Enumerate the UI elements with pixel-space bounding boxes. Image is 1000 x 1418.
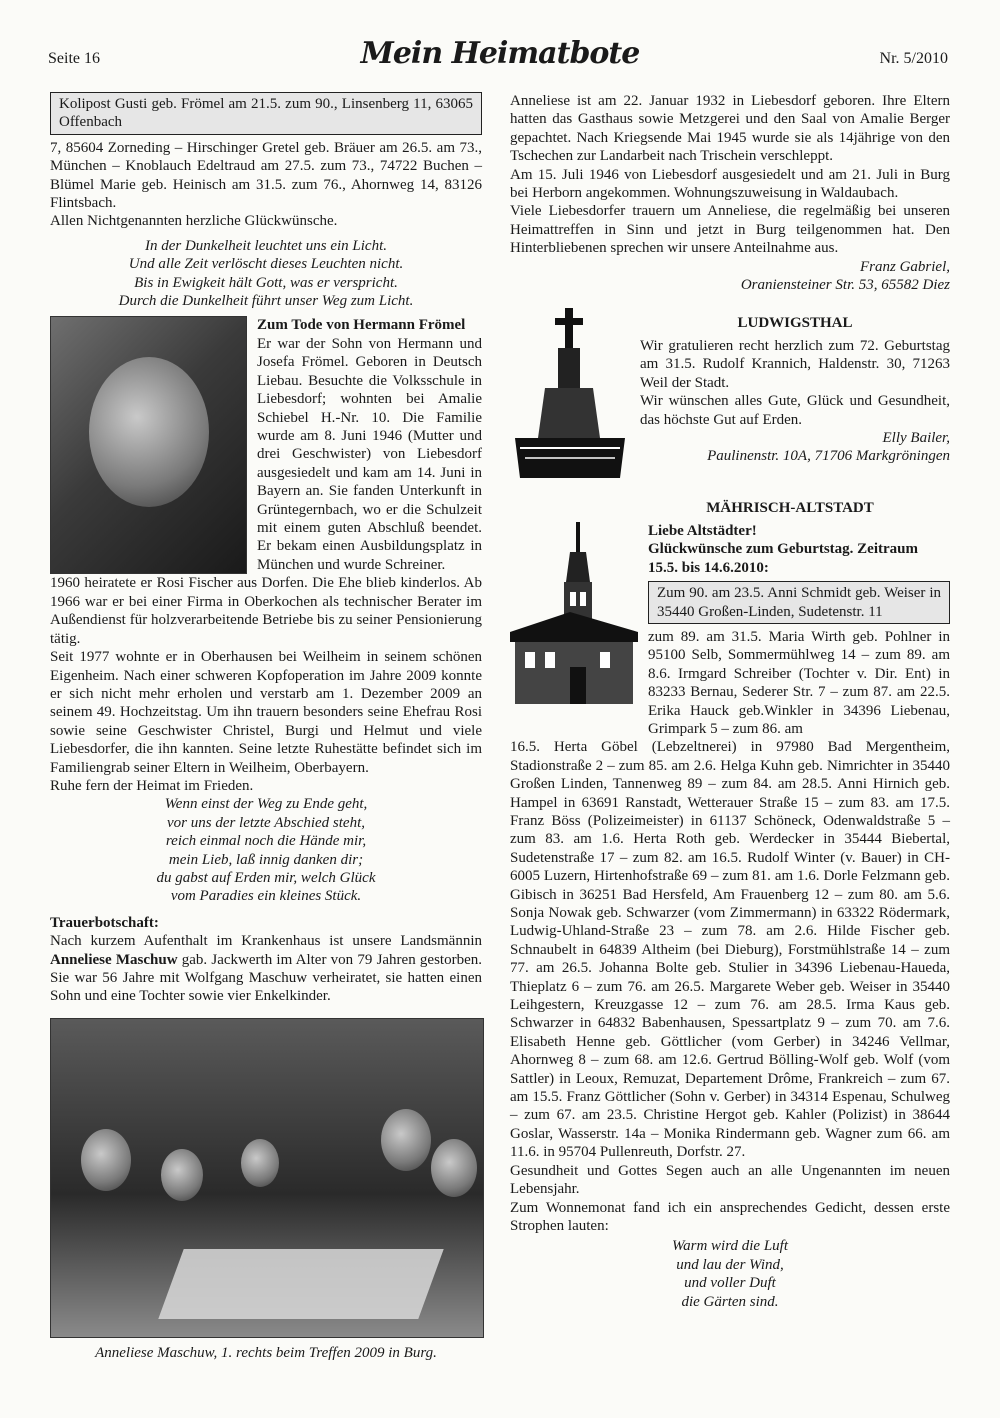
poem-line: vor uns der letzte Abschied steht, — [166, 814, 366, 831]
poem-may — [510, 1237, 950, 1311]
deceased-name: Anneliese Maschuw — [50, 951, 178, 968]
poem-farewell — [50, 795, 482, 905]
ludwigsthal-section — [510, 308, 950, 483]
obituary-block — [50, 316, 482, 574]
signature-address: Paulinenstr. 10A, 71706 Markgröningen — [707, 448, 950, 465]
birthday-list: 7, 85604 Zorneding – Hirschinger Gretel geb. Bräuer am 26.5. am 73., München – Knoblauch Edeltraud am 27.5. zum 73., 74722 Buchen – Blümel Marie geb. Heinisch am 31.5. zum 76., Ahornweg 14, 83126 Flintsbach. — [50, 139, 482, 212]
poem-line: und lau der Wind, — [676, 1256, 784, 1273]
poem-line: Warm wird die Luft — [672, 1238, 788, 1255]
obituary-text: Er war der Sohn von Hermann und Josefa Frömel. Geboren in Deutsch Liebau. Besuchte die Volksschule in Liebesdorf; wohnten bei Amalie Schiebel H.-Nr. 10. Die Familie wurde am 8. Juni 1946 (Mutter und drei Geschwister) von Liebesdorf ausgesiedelt und kam am 14. Juni in Bayern an. Sie fanden Unterkunft in Grüntegernbach, wo er die Schulzeit mit einem guten Abschluß beendet. Er bekam einen Ausbildungsplatz in München und wurde Schreiner. — [257, 335, 482, 573]
article-text: Am 15. Juli 1946 von Liebesdorf ausgesiedelt und am 21. Juli in Burg bei Herborn angekommen. Wohnungszuweisung in Waldaubach. — [510, 166, 950, 202]
poem-line: vom Paradies ein kleines Stück. — [170, 888, 362, 905]
highlight-box: Zum 90. am 23.5. Anni Schmidt geb. Weiser in 35440 Großen-Linden, Sudetenstr. 11 — [648, 581, 950, 624]
article-text: Anneliese ist am 22. Januar 1932 in Liebesdorf geboren. Ihre Eltern hatten das Gasthaus sowie Metzgerei und den Saal von Amalie Berger gepachtet. Nach Kriegsende Mai 1945 wurde sie als 14jährige von den Tschechen zur Landarbeit nach Trischein verschleppt. — [510, 93, 950, 165]
poem-line: Durch die Dunkelheit führt unser Weg zum Licht. — [118, 293, 414, 310]
signature-name: Franz Gabriel, — [860, 258, 950, 275]
portrait-photo — [50, 316, 247, 574]
greeting-heading: Liebe Altstädter! — [648, 522, 757, 539]
poem-line: reich einmal noch die Hände mir, — [165, 833, 367, 850]
masthead-logo: Mein Heimatbote — [360, 36, 640, 71]
photo-caption: Anneliese Maschuw, 1. rechts beim Treffen 2009 in Burg. — [95, 1344, 437, 1361]
article-text: Viele Liebesdorfer trauern um Anneliese, die regelmäßig bei unseren Heimattreffen in Sinn und jetzt in Burg teilgenommen hat. Den Hinterbliebenen sprechen wir unsere Anteilnahme aus. — [510, 203, 950, 257]
article-text: Wir wünschen alles Gute, Glück und Gesundheit, das höchste Gut auf Erden. — [640, 393, 950, 428]
poem-line: Bis in Ewigkeit hält Gott, was er verspricht. — [134, 274, 398, 291]
poem-line: mein Lieb, laß innig danken dir; — [168, 851, 364, 868]
signature-address: Oraniensteiner Str. 53, 65582 Diez — [740, 277, 950, 294]
subheading: Glückwünsche zum Geburtstag. Zeitraum 15.5. bis 14.6.2010: — [648, 541, 918, 576]
obituary-text: 1960 heiratete er Rosi Fischer aus Dorfen. Die Ehe blieb kinderlos. Ab 1966 war er bei einer Firma in Oberkochen als technischer Berater im Außendienst für holzverarbeitende Betriebe bis zu seiner Pensionierung tätig. — [50, 575, 482, 647]
birthday-list: zum 89. am 31.5. Maria Wirth geb. Pohlner in 95100 Selb, Sommermühlweg 14 – zum 89. am 8.6. Irmgard Schreiber (Tochter v. Dir. Ent) in 83233 Bernau, Sederer Str. 7 – zum 87. am 22.5. Erika Hauck geb.Winkler in 34396 Liebenau, Grimpark 5 – zum 86. am — [648, 628, 950, 737]
highlight-box: Kolipost Gusti geb. Frömel am 21.5. zum 90., Linsenberg 11, 63065 Offenbach — [50, 92, 482, 135]
section-heading: MÄHRISCH-ALTSTADT — [706, 500, 874, 517]
group-photo — [50, 1018, 484, 1338]
issue-number: Nr. 5/2010 — [879, 50, 948, 67]
mourning-text: Nach kurzem Aufenthalt im Krankenhaus ist unsere Landsmännin Anneliese Maschuw gab. Jackwerth im Alter von 79 Jahren gestorben. Sie war 56 Jahre mit Wolfgang Maschuw verheiratet, sie hatten einen Sohn und eine Tochter sowie vier Enkelkinder. — [50, 933, 482, 1005]
obituary-title: Zum Tode von Hermann Frömel — [257, 317, 466, 334]
signature-name: Elly Bailer, — [882, 429, 950, 446]
poem-line: du gabst auf Erden mir, welch Glück — [156, 869, 376, 886]
page-number: Seite 16 — [48, 50, 100, 67]
obituary-text: Seit 1977 wohnte er in Oberhausen bei Weilheim in seinem schönen Eigenheim. Nach einer schweren Kopfoperation im Jahre 2009 konnte er sich nicht mehr erholen und verstarb am 1. Dezember 2009 an seinem 49. Hochzeitstag. Um ihn trauern besonders seine Ehefrau Rosi sowie seine Geschwister Christel, Burgi und Helmut und viele Liebesdorfer, die ihn kannten. Seine letzte Ruhestätte befindet sich im Familiengrab seiner Eltern in Weilheim, Oberbayern. — [50, 649, 482, 776]
poem-line: Wenn einst der Weg zu Ende geht, — [164, 796, 368, 813]
mourning-title: Trauerbotschaft: — [50, 914, 159, 931]
article-text: Zum Wonnemonat fand ich ein ansprechendes Gedicht, dessen erste Strophen lauten: — [510, 1199, 950, 1234]
altstadt-section — [510, 522, 950, 738]
obituary-closing: Ruhe fern der Heimat im Frieden. — [50, 777, 254, 794]
left-column — [50, 92, 482, 1362]
section-heading: LUDWIGSTHAL — [737, 315, 853, 332]
poem-line: und voller Duft — [684, 1275, 776, 1292]
church-illustration — [510, 522, 638, 712]
poem-line: Und alle Zeit verlöscht dieses Leuchten nicht. — [128, 256, 404, 273]
blessing-line: Gesundheit und Gottes Segen auch an alle Ungenannten im neuen Lebensjahr. — [510, 1162, 950, 1198]
poem-line: die Gärten sind. — [681, 1293, 779, 1310]
greeting-line: Allen Nichtgenannten herzliche Glückwünsche. — [50, 213, 338, 230]
poem-light — [50, 237, 482, 311]
poem-line: In der Dunkelheit leuchtet uns ein Licht. — [144, 237, 388, 254]
right-column — [510, 92, 950, 1311]
monument-illustration — [510, 308, 630, 483]
article-text: Wir gratulieren recht herzlich zum 72. Geburtstag am 31.5. Rudolf Krannich, Haldenstr. 30, 71263 Weil der Stadt. — [640, 337, 950, 391]
birthday-list: 16.5. Herta Göbel (Lebzeltnerei) in 97980 Bad Mergentheim, Stadionstraße 2 – zum 85. am 2.6. Helga Kuhn geb. Nimrichter in 35440 Großen Linden, Tannenweg 89 – zum 84. am 28.5. Anni Hirnich geb. Hampel in 63691 Ranstadt, Wetterauer Straße 15 – zum 83. am 17.5. Franz Böss (Polizeimeister) in 61137 Schöneck, Odenwaldstraße 5 – zum 83. am 1.6. Herta Roth geb. Werdecker in 35444 Biebertal, Sudetenstraße 17 – zum 82. am 16.5. Rudolf Winter (v. Bauer) in CH-6005 Luzern, Hirtenhofstraße 69 – zum 81. am 1.6. Dorle Felzmann geb. Gibisch in 36251 Bad Hersfeld, Am Frauenberg 12 – zum 80. am 5.6. Sonja Nowak geb. Schwarzer (vom Zimmermann) in 63322 Rödermark, Ludwig-Uhland-Straße 23 – zum 78. am 2.6. Hilde Fischer geb. Schnaubelt in 64839 Altheim (bei Dieburg), Forstmühlstraße 14 – zum 77. am 26.5. Johanna Bolte geb. Stulier in 34396 Liebenau-Haueda, Thieplatz 6 – zum 76. am 26.5. Margarete Weber geb. Weiser in 35440 Leihgestern, Kreuzgasse 12 – zum 76. am 28.5. Irma Kaus geb. Schwarzer in 64832 Babenhausen, Spessartplatz 9 – zum 70. am 7.6. Elisabeth Henne geb. Göttlicher (vom Gerber) in 34246 Vellmar, Ahornweg 8 – zum 68. am 12.6. Gertrud Bölling-Wolf geb. Wolf (vom Sattler) in Leoux, Remuzat, Departement Drôme, Frankreich – zum 67. am 15.5. Franz Göttlicher (Sohn v. Gerber) in 34314 Espenau, Schulweg – zum 67. am 23.5. Christine Hergot geb. Kahler (Polizist) in 38644 Goslar, Wasserstr. 14a – Monika Rindermann geb. Wagner zum 66. am 11.6. in 95704 Pullenreuth, Dorfstr. 27. — [510, 739, 950, 1161]
